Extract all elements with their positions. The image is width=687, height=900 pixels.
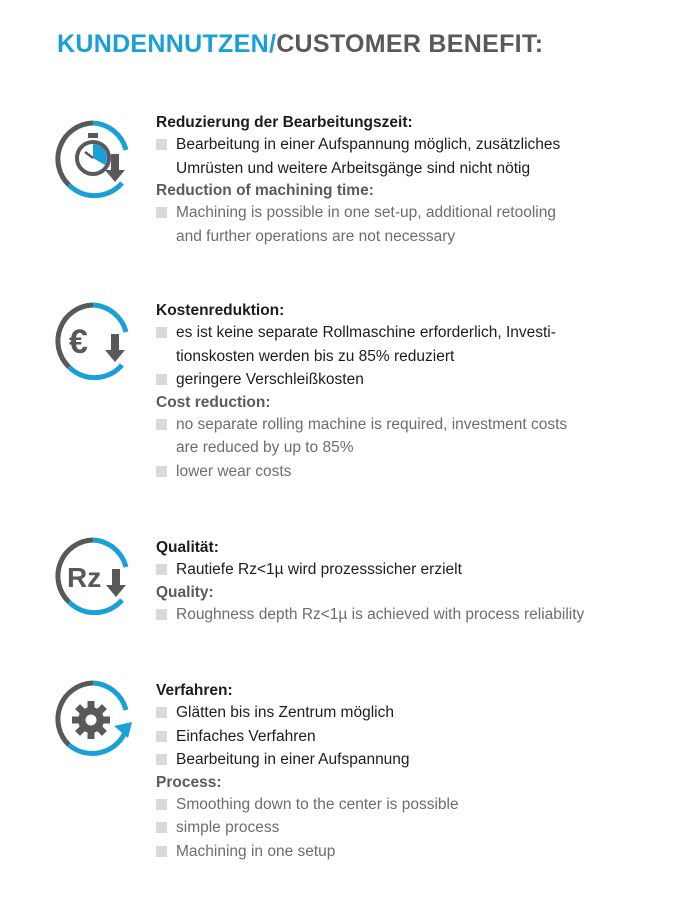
bullet-square-icon xyxy=(156,609,167,620)
list-item: geringere Verschleißkosten xyxy=(156,368,666,392)
gear-cycle-icon xyxy=(52,680,134,762)
list-item: lower wear costs xyxy=(156,460,666,484)
euro-down-icon xyxy=(52,302,134,384)
heading-de: Reduzierung der Bearbeitungszeit: xyxy=(156,114,413,131)
list-item: Einfaches Verfahren xyxy=(156,725,666,749)
bullet-square-icon xyxy=(156,466,167,477)
roughness-down-icon xyxy=(52,537,134,619)
heading-de: Verfahren: xyxy=(156,682,233,699)
list-item: simple process xyxy=(156,816,666,840)
bullet-square-icon xyxy=(156,374,167,385)
bullet-square-icon xyxy=(156,822,167,833)
svg-text:€: € xyxy=(69,323,88,361)
title-german: KUNDENNUTZEN xyxy=(57,30,269,58)
title-separator: / xyxy=(268,30,277,58)
list-item: Roughness depth Rz<1µ is achieved with process reliability xyxy=(156,603,666,627)
list-item: Bearbeitung in einer Aufspannung möglich, zusätzliches Umrüsten und weitere Arbeitsgänge sind nicht nötig xyxy=(156,133,666,180)
bullet-square-icon xyxy=(156,419,167,430)
stopwatch-down-icon xyxy=(52,120,134,202)
heading-de: Kostenreduktion: xyxy=(156,302,285,319)
list-item: Bearbeitung in einer Aufspannung xyxy=(156,748,666,772)
bullet-square-icon xyxy=(156,207,167,218)
list-item: Glätten bis ins Zentrum möglich xyxy=(156,701,666,725)
heading-en: Process: xyxy=(156,773,222,791)
list-item: Machining is possible in one set-up, additional retooling and further operations are not necessary xyxy=(156,201,666,248)
bullet-square-icon xyxy=(156,754,167,765)
bullet-square-icon xyxy=(156,139,167,150)
page-title xyxy=(57,30,543,59)
bullet-square-icon xyxy=(156,731,167,742)
bullet-square-icon xyxy=(156,564,167,575)
list-item: Rautiefe Rz<1µ wird prozesssicher erzielt xyxy=(156,558,666,582)
bullet-square-icon xyxy=(156,327,167,338)
heading-en: Quality: xyxy=(156,583,214,601)
list-item: es ist keine separate Rollmaschine erforderlich, Investi- tionskosten werden bis zu 85% reduziert xyxy=(156,321,666,368)
bullet-square-icon xyxy=(156,846,167,857)
title-english: CUSTOMER BENEFIT: xyxy=(276,30,544,58)
heading-en: Cost reduction: xyxy=(156,393,271,411)
icon-rz-text: Rz xyxy=(67,562,102,593)
bullet-square-icon xyxy=(156,707,167,718)
bullet-square-icon xyxy=(156,799,167,810)
list-item: Smoothing down to the center is possible xyxy=(156,793,666,817)
heading-de: Qualität: xyxy=(156,539,219,556)
heading-en: Reduction of machining time: xyxy=(156,182,374,199)
list-item: Machining in one setup xyxy=(156,840,666,864)
list-item: no separate rolling machine is required, investment costs are reduced by up to 85% xyxy=(156,413,666,460)
